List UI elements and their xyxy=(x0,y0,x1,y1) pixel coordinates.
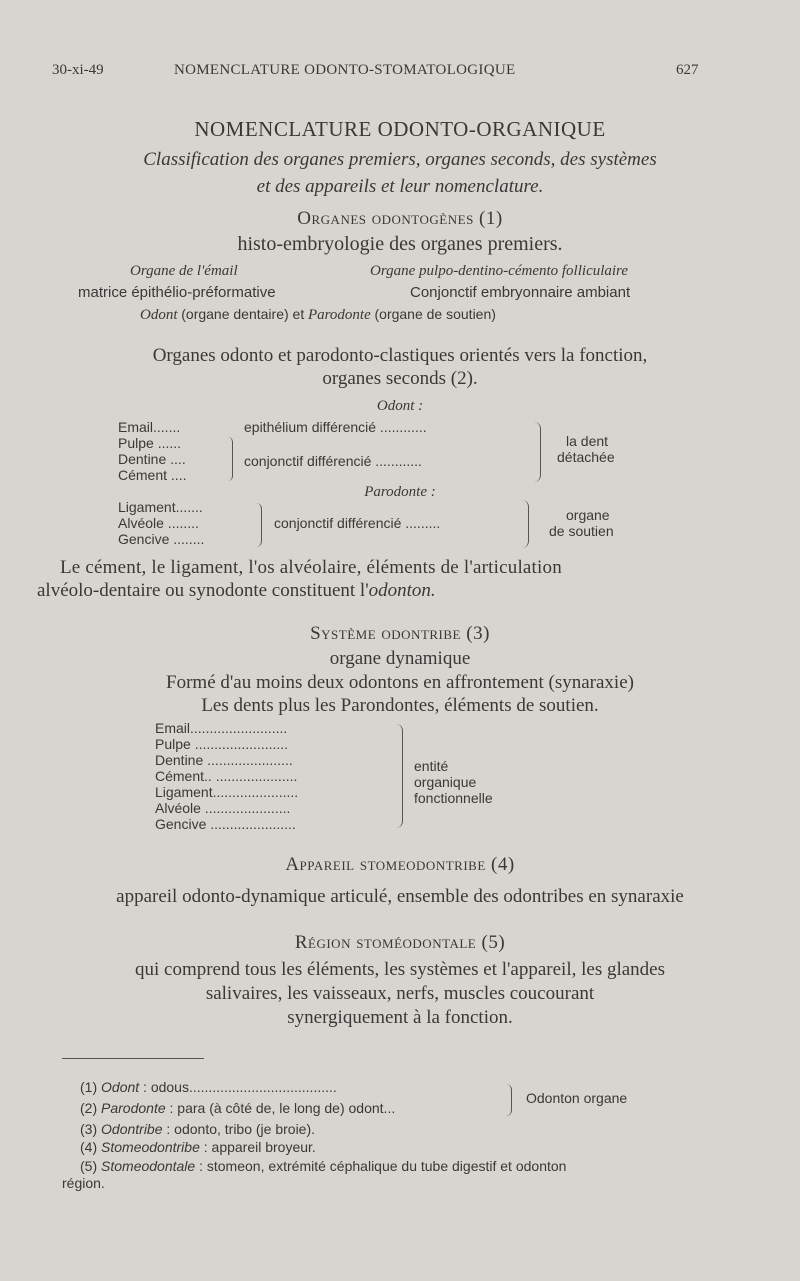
parodonte-item-alveole: Alvéole ........ xyxy=(118,515,199,531)
parodonte-item-ligament: Ligament....... xyxy=(118,499,203,515)
odont-desc-conjonctif: conjonctif différencié ............ xyxy=(244,453,422,469)
footnote-term: Stomeodontribe xyxy=(101,1139,200,1155)
section3-sub-1: organe dynamique xyxy=(329,648,471,669)
odont-desc: (organe dentaire) et xyxy=(181,306,305,322)
footnote-term: Odont xyxy=(101,1079,140,1095)
parodonte-desc: (organe de soutien) xyxy=(374,306,496,322)
subtitle-line-1: Classification des organes premiers, organes seconds, des systèmes xyxy=(143,149,657,170)
subtitle-line-2: et des appareils et leur nomenclature. xyxy=(256,176,544,197)
footnote-5-continuation: région. xyxy=(62,1175,105,1191)
footnote-rule xyxy=(62,1058,204,1059)
footnote-term: Odontribe xyxy=(101,1121,163,1137)
right-brace xyxy=(522,500,529,548)
odont-result-line-2: détachée xyxy=(557,449,615,465)
odont-item-cement: Cément .... xyxy=(118,467,187,483)
system-result-3: fonctionnelle xyxy=(414,790,493,806)
left-brace xyxy=(256,503,262,547)
odont-result-line-1: la dent xyxy=(566,433,609,449)
organs-intro-line-2: organes seconds (2). xyxy=(322,368,478,389)
footnote-text: : para (à côté de, le long de) odont... xyxy=(169,1100,396,1116)
parodonte-result-line-2: de soutien xyxy=(549,523,614,539)
page-title: NOMENCLATURE ODONTO-ORGANIQUE xyxy=(194,117,606,141)
section-subheading-1: histo-embryologie des organes premiers. xyxy=(237,233,563,255)
footnote-number: (3) xyxy=(80,1121,98,1137)
system-item-cement: Cément.. ..................... xyxy=(155,768,298,784)
footnote-text: : stomeon, extrémité céphalique du tube digestif et odonton xyxy=(199,1158,567,1174)
left-brace xyxy=(228,437,233,481)
system-item-alveole: Alvéole ...................... xyxy=(155,800,291,816)
odonton-paragraph-line-1: Le cément, le ligament, l'os alvéolaire, éléments de l'articulation xyxy=(60,557,562,578)
left-organ-term: Organe de l'émail xyxy=(130,263,238,279)
section5-line-1: qui comprend tous les éléments, les systèmes et l'appareil, les glandes xyxy=(134,959,665,980)
odont-item-email: Email....... xyxy=(118,419,181,435)
parodonte-table-label: Parodonte : xyxy=(364,484,436,500)
parodonte-item-gencive: Gencive ........ xyxy=(118,531,205,547)
right-organ-term: Organe pulpo-dentino-cémento folliculaire xyxy=(370,263,628,279)
section4-text: appareil odonto-dynamique articulé, ensemble des odontribes en synaraxie xyxy=(116,886,684,907)
footnote-3 xyxy=(80,1121,315,1137)
footnote-term: Stomeodontale xyxy=(101,1158,196,1174)
parodonte-result-line-1: organe xyxy=(566,507,610,523)
footnote-2 xyxy=(80,1100,395,1116)
parodonte-term: Parodonte xyxy=(307,307,371,323)
footnote-number: (5) xyxy=(80,1158,98,1174)
section5-line-2: salivaires, les vaisseaux, nerfs, muscles coucourant xyxy=(205,983,595,1004)
footnote-5 xyxy=(80,1158,566,1174)
system-item-ligament: Ligament...................... xyxy=(155,784,299,800)
section-heading-1: Organes odontogènes (1) xyxy=(297,208,503,229)
right-brace xyxy=(396,724,403,828)
footnote-text: : odous...................................... xyxy=(143,1079,337,1095)
header-running-title: NOMENCLATURE ODONTO-STOMATOLOGIQUE xyxy=(174,62,516,78)
right-brace xyxy=(506,1084,512,1116)
odonton-term: odonton. xyxy=(368,580,436,601)
odont-table-label: Odont : xyxy=(376,398,424,414)
odonton-paragraph-line-2 xyxy=(37,580,436,602)
right-organ-desc: Conjonctif embryonnaire ambiant xyxy=(410,284,631,301)
header-page-number: 627 xyxy=(676,62,699,78)
footnote-4 xyxy=(80,1139,316,1155)
section-heading-4: Appareil stomeodontribe (4) xyxy=(285,854,515,875)
footnote-number: (2) xyxy=(80,1100,98,1116)
system-item-pulpe: Pulpe ........................ xyxy=(155,736,289,752)
system-item-gencive: Gencive ...................... xyxy=(155,816,296,832)
odont-item-dentine: Dentine .... xyxy=(118,451,186,467)
odont-desc-epithelium: epithélium différencié ............ xyxy=(244,419,427,435)
header-date: 30-xi-49 xyxy=(52,62,104,78)
footnote-1 xyxy=(80,1079,337,1095)
right-brace xyxy=(534,422,541,482)
parodonte-desc: conjonctif différencié ......... xyxy=(274,515,441,531)
odont-item-pulpe: Pulpe ...... xyxy=(118,435,182,451)
odonton-paragraph-text: alvéolo-dentaire ou synodonte constituent l' xyxy=(37,580,369,601)
left-organ-desc: matrice épithélio-préformative xyxy=(78,284,276,301)
footnote-term: Parodonte xyxy=(101,1100,166,1116)
footnote-number: (4) xyxy=(80,1139,98,1155)
footnote-text: : appareil broyeur. xyxy=(203,1139,316,1155)
section-heading-3: Système odontribe (3) xyxy=(310,623,490,644)
odont-term: Odont xyxy=(140,307,178,323)
system-result-2: organique xyxy=(414,774,477,790)
section3-sub-2: Formé d'au moins deux odontons en affrontement (synaraxie) xyxy=(166,672,634,693)
section-heading-5: Région stoméodontale (5) xyxy=(294,932,506,953)
system-result-1: entité xyxy=(414,758,449,774)
footnote-text: : odonto, tribo (je broie). xyxy=(166,1121,316,1137)
section5-line-3: synergiquement à la fonction. xyxy=(287,1007,513,1028)
organs-intro-line-1: Organes odonto et parodonto-clastiques orientés vers la fonction, xyxy=(152,345,648,366)
footnote-group-label: Odonton organe xyxy=(526,1090,628,1106)
section3-sub-3: Les dents plus les Parondontes, éléments de soutien. xyxy=(201,695,599,716)
system-item-email: Email......................... xyxy=(155,720,288,736)
odont-line xyxy=(140,306,496,324)
footnote-number: (1) xyxy=(80,1079,98,1095)
system-item-dentine: Dentine ...................... xyxy=(155,752,293,768)
